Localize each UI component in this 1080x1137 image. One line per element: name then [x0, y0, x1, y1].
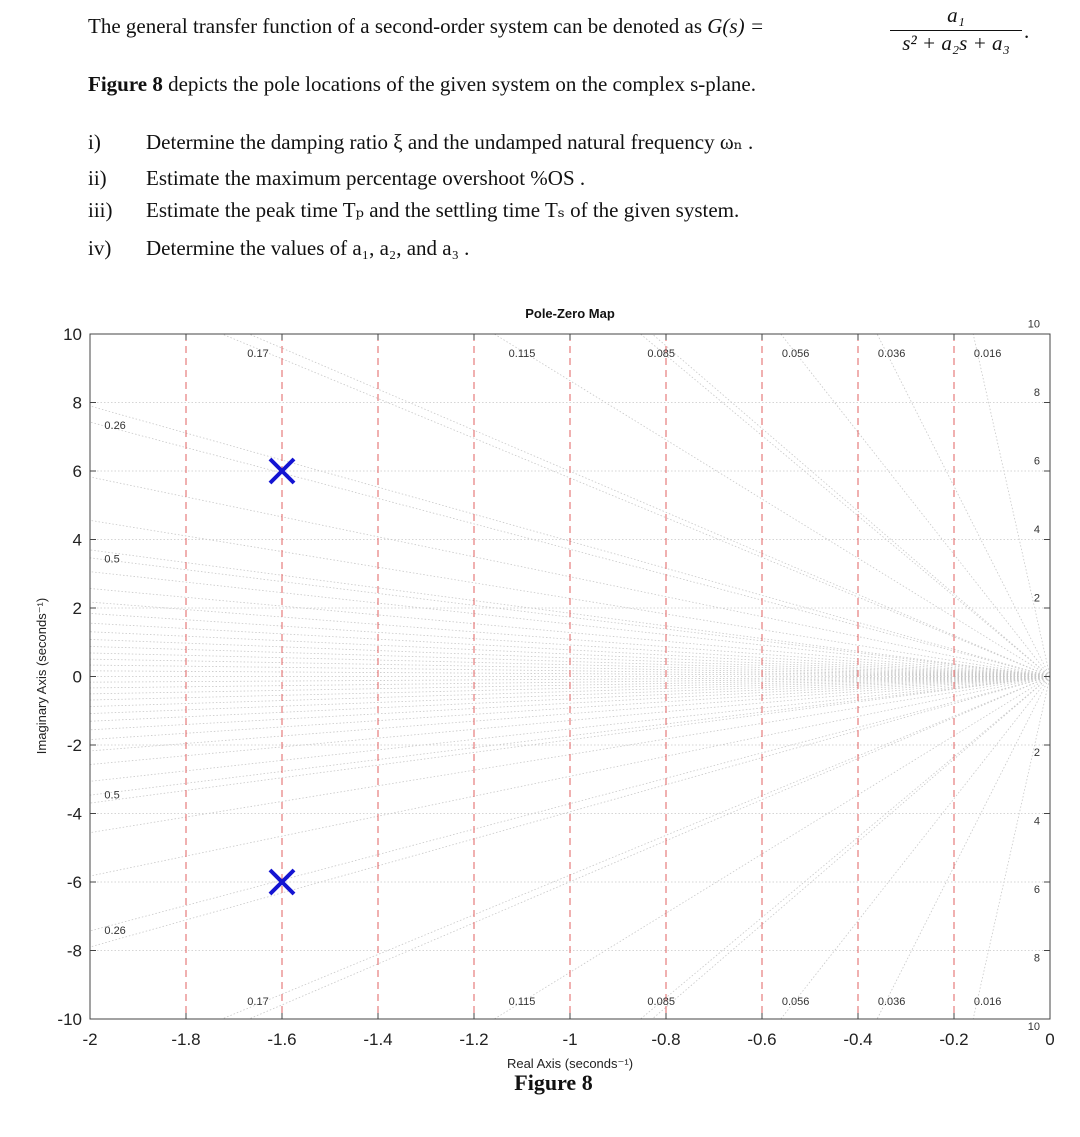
grid-ray	[0, 677, 1050, 846]
x-tick-label: -1.6	[267, 1030, 297, 1049]
damping-ray	[532, 0, 1050, 677]
question-text: Estimate the maximum percentage overshoot %OS .	[146, 166, 586, 190]
damping-label-top: 0.056	[781, 348, 810, 360]
x-tick-label: -1.8	[171, 1030, 201, 1049]
damping-label-left-lower: 0.26	[104, 924, 126, 937]
grid-ray	[0, 507, 1050, 676]
x-axis-label-text: Real Axis (seconds⁻¹)	[506, 1056, 634, 1071]
y-axis-label	[34, 598, 49, 754]
y-tick-label: 4	[72, 530, 82, 550]
x-tick-label: -1.2	[459, 1030, 489, 1049]
y-tick-label: -10	[57, 1010, 82, 1029]
intro-text: The general transfer function of a second-order system can be denoted as	[88, 14, 702, 38]
transfer-function-denominator: s² + a₂s + a₃	[902, 31, 1010, 55]
figure-caption: Figure 8	[514, 1070, 593, 1095]
question-text: Estimate the peak time Tₚ and the settling time Tₛ of the given system.	[146, 198, 740, 222]
damping-label-bottom: 0.085	[647, 996, 675, 1008]
question-number: ii)	[88, 166, 107, 190]
question-text: Determine the damping ratio ξ and the undamped natural frequency ωₙ .	[146, 130, 754, 154]
damping-ray	[820, 0, 1050, 677]
damping-label-left-lower: 0.5	[104, 789, 120, 802]
frequency-label-lower: 4	[1033, 815, 1040, 828]
damping-label-top: 0.115	[508, 348, 536, 360]
frequency-label-upper: 6	[1033, 455, 1040, 468]
question-number: i)	[88, 130, 101, 154]
frequency-label-lower: 2	[1033, 746, 1040, 759]
frequency-label-upper: 8	[1033, 387, 1040, 400]
grid-ray	[0, 264, 1050, 677]
damping-label-top: 0.085	[647, 348, 675, 360]
x-tick-label: -1.4	[363, 1030, 393, 1049]
question-number: iii)	[88, 198, 113, 222]
damping-label-bottom: 0.17	[247, 996, 269, 1008]
x-tick-label: -0.6	[747, 1030, 777, 1049]
damping-label-left: 0.26	[104, 419, 126, 432]
question-text: Determine the values of a₁, a₂, and a₃ .	[146, 236, 470, 260]
x-axis-label	[507, 1056, 633, 1071]
y-tick-label: -6	[66, 873, 82, 892]
x-tick-label: -2	[82, 1030, 98, 1049]
transfer-function-lhs: G(s) =	[707, 14, 764, 38]
chart-title: Pole-Zero Map	[525, 306, 615, 321]
x-tick-label: -0.4	[843, 1030, 873, 1049]
y-tick-label: 6	[72, 462, 82, 481]
x-tick-label: -0.8	[651, 1030, 681, 1049]
frequency-label-upper: 10	[1027, 318, 1040, 331]
frequency-label-upper: 2	[1033, 592, 1040, 605]
damping-label-top: 0.17	[247, 348, 269, 360]
transfer-function-numerator: a₁	[890, 3, 1022, 31]
y-tick-label: 0	[72, 667, 82, 687]
damping-label-bottom: 0.036	[877, 996, 906, 1008]
grid-ray	[0, 677, 1050, 1090]
x-tick-label: 0	[1045, 1030, 1055, 1049]
frequency-label-upper: 4	[1033, 524, 1040, 537]
y-tick-label: -4	[66, 804, 82, 824]
question-number: iv)	[88, 236, 112, 260]
y-tick-label: 2	[72, 599, 82, 618]
damping-label-left: 0.5	[104, 553, 120, 566]
x-tick-label: -0.2	[939, 1030, 969, 1049]
x-tick-label: -1	[562, 1030, 578, 1049]
damping-label-top: 0.036	[877, 348, 906, 360]
grid-ray	[0, 343, 1050, 677]
grid-ray	[0, 115, 1050, 677]
damping-ray	[244, 677, 1050, 1137]
y-tick-label: 8	[72, 393, 82, 413]
frequency-label-lower: 6	[1033, 883, 1040, 896]
grid-ray	[0, 424, 1050, 676]
grid-ray	[0, 677, 1050, 929]
damping-label-bottom: 0.115	[508, 996, 536, 1008]
damping-label-bottom: 0.016	[973, 996, 1002, 1008]
y-axis-label-text: Imaginary Axis (seconds⁻¹)	[34, 597, 49, 755]
label-layer	[57, 319, 1054, 1049]
grid-ray	[0, 45, 1050, 676]
damping-label-bottom: 0.056	[781, 996, 810, 1008]
grid-ray	[0, 187, 1050, 676]
figure-ref: Figure 8	[88, 72, 163, 96]
y-tick-label: -8	[66, 941, 82, 961]
damping-label-top: 0.016	[973, 348, 1002, 360]
frequency-label-lower: 8	[1033, 952, 1040, 965]
grid-ray	[0, 677, 1050, 1011]
y-tick-label: 10	[63, 325, 82, 344]
fraction-period: .	[1024, 19, 1030, 43]
y-tick-label: -2	[66, 736, 82, 755]
figure-sentence-text: depicts the pole locations of the given system on the complex s-plane.	[168, 72, 756, 96]
frequency-label-lower: 10	[1027, 1020, 1040, 1033]
